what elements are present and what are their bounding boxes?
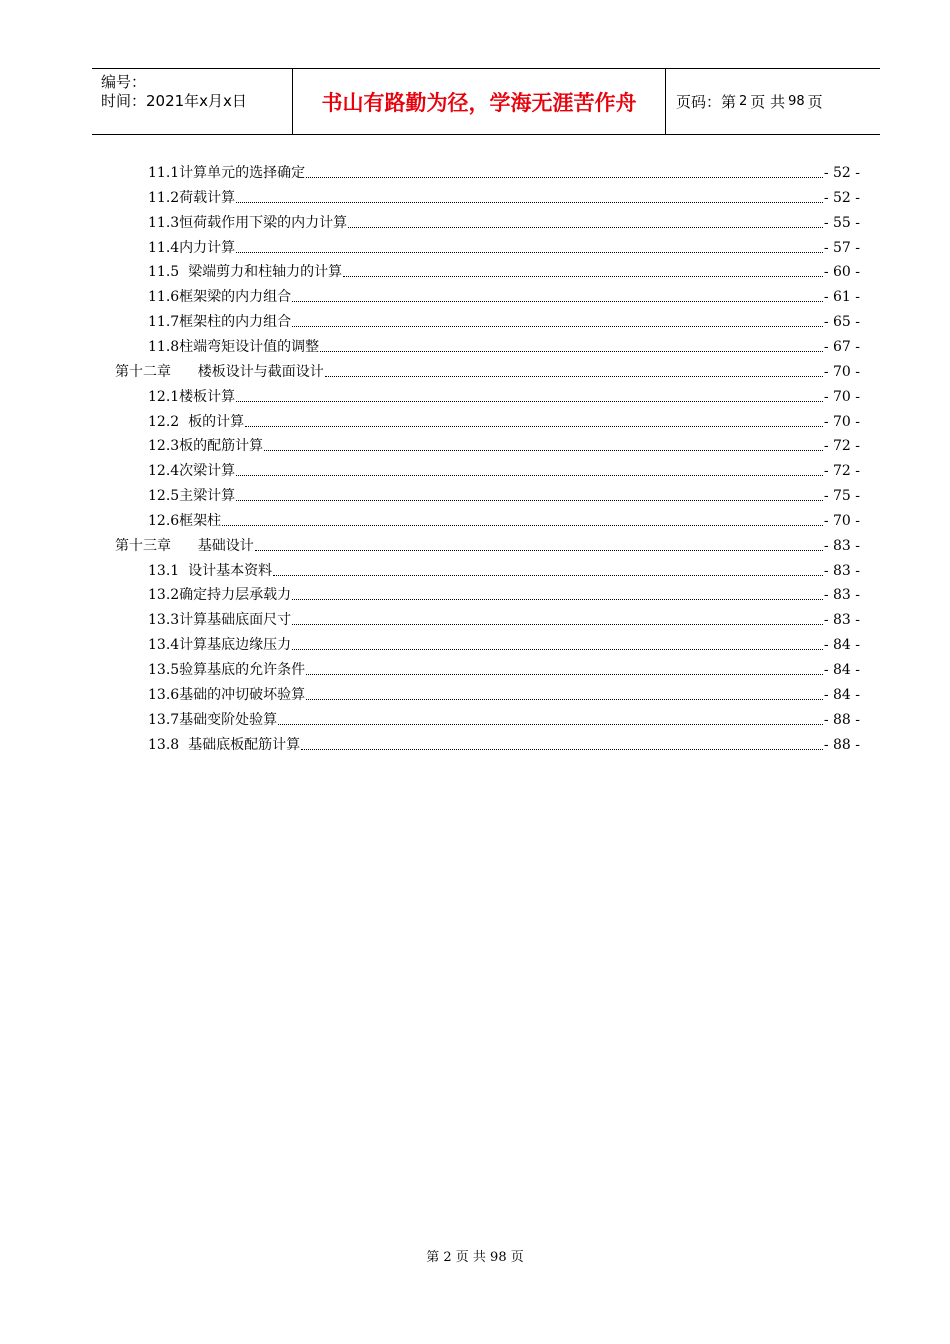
toc-entry-page: - 52 - bbox=[823, 189, 860, 206]
toc-entry-label: 11.8柱端弯矩设计值的调整 bbox=[148, 338, 320, 355]
toc-dot-leader bbox=[222, 524, 823, 526]
toc-entry-page: - 72 - bbox=[823, 463, 860, 480]
toc-entry-label: 第十三章 基础设计 bbox=[115, 537, 254, 554]
page-total: 98 bbox=[788, 94, 805, 109]
toc-dot-leader bbox=[292, 623, 823, 625]
toc-entry-label: 11.7框架柱的内力组合 bbox=[148, 314, 292, 331]
toc-entry-page: - 65 - bbox=[823, 314, 860, 331]
toc-entry[interactable] bbox=[0, 185, 950, 207]
toc-dot-leader bbox=[236, 201, 823, 203]
toc-entry-page: - 57 - bbox=[823, 239, 860, 256]
toc-entry-label: 11.4内力计算 bbox=[148, 239, 236, 256]
toc-entry-page: - 83 - bbox=[823, 587, 860, 604]
page-header bbox=[92, 68, 880, 135]
toc-entry-label: 11.6框架梁的内力组合 bbox=[148, 289, 292, 306]
toc-entry[interactable] bbox=[0, 657, 950, 679]
toc-entry[interactable] bbox=[0, 508, 950, 530]
toc-entry-label: 12.5主梁计算 bbox=[148, 488, 236, 505]
toc-dot-leader bbox=[292, 598, 823, 600]
toc-entry-label: 13.3计算基础底面尺寸 bbox=[148, 612, 292, 629]
toc-entry[interactable] bbox=[0, 334, 950, 356]
toc-entry-page: - 84 - bbox=[823, 637, 860, 654]
toc-entry-page: - 52 - bbox=[823, 165, 860, 181]
time-label: 时间：2021年x月x日 bbox=[101, 92, 247, 110]
toc-entry[interactable] bbox=[0, 607, 950, 629]
toc-entry[interactable] bbox=[0, 483, 950, 505]
header-motto: 书山有路勤为径，学海无涯苦作舟 bbox=[293, 69, 666, 134]
toc-entry-page: - 84 - bbox=[823, 662, 860, 678]
toc-entry-page: - 83 - bbox=[823, 537, 860, 554]
toc-entry-label: 13.4计算基底边缘压力 bbox=[148, 637, 292, 654]
toc-entry-label: 12.2 板的计算 bbox=[148, 413, 245, 430]
toc-entry-label: 13.2确定持力层承载力 bbox=[148, 587, 292, 604]
toc-dot-leader bbox=[343, 275, 823, 277]
toc-entry-page: - 70 - bbox=[823, 413, 860, 430]
toc-entry-page: - 88 - bbox=[823, 736, 860, 753]
toc-entry-label: 12.3板的配筋计算 bbox=[148, 438, 264, 455]
toc-entry[interactable] bbox=[0, 632, 950, 654]
toc-entry[interactable] bbox=[0, 707, 950, 729]
toc-dot-leader bbox=[245, 425, 823, 427]
header-page-info bbox=[666, 69, 880, 134]
toc-entry-label: 12.6框架柱 bbox=[148, 512, 222, 529]
toc-entry[interactable] bbox=[0, 433, 950, 455]
toc-entry[interactable] bbox=[0, 235, 950, 257]
toc-dot-leader bbox=[292, 300, 823, 302]
header-info bbox=[92, 69, 293, 134]
toc-dot-leader bbox=[306, 176, 823, 178]
toc-dot-leader bbox=[236, 400, 823, 402]
toc-entry-label: 11.2荷载计算 bbox=[148, 189, 236, 206]
toc-entry-label: 13.6基础的冲切破坏验算 bbox=[148, 686, 306, 703]
toc-entry-page: - 60 - bbox=[823, 264, 860, 281]
toc-dot-leader bbox=[301, 748, 823, 750]
toc-entry[interactable] bbox=[0, 409, 950, 431]
toc-entry-label: 12.1楼板计算 bbox=[148, 388, 236, 405]
toc-entry-page: - 72 - bbox=[823, 438, 860, 455]
toc-entry-page: - 88 - bbox=[823, 711, 860, 728]
toc-dot-leader bbox=[264, 449, 823, 451]
toc-dot-leader bbox=[292, 648, 823, 650]
toc-entry[interactable] bbox=[0, 682, 950, 704]
toc-entry-label: 12.4次梁计算 bbox=[148, 463, 236, 480]
toc-entry[interactable] bbox=[0, 582, 950, 604]
toc-dot-leader bbox=[306, 698, 823, 700]
toc-dot-leader bbox=[348, 226, 823, 228]
toc-dot-leader bbox=[236, 499, 823, 501]
toc-entry-page: - 70 - bbox=[823, 388, 860, 405]
toc-entry-label: 11.1计算单元的选择确定 bbox=[148, 165, 306, 181]
toc-entry-label: 11.3恒荷载作用下梁的内力计算 bbox=[148, 214, 348, 231]
toc-dot-leader bbox=[306, 673, 823, 675]
toc-entry-page: - 83 - bbox=[823, 612, 860, 629]
toc-entry-label: 13.8 基础底板配筋计算 bbox=[148, 736, 301, 753]
toc-entry[interactable] bbox=[0, 558, 950, 580]
toc-entry[interactable] bbox=[0, 259, 950, 281]
toc-entry-page: - 83 - bbox=[823, 562, 860, 579]
toc-dot-leader bbox=[236, 251, 823, 253]
toc-dot-leader bbox=[278, 723, 823, 725]
toc-entry-label: 13.1 设计基本资料 bbox=[148, 562, 273, 579]
toc-entry-label: 11.5 梁端剪力和柱轴力的计算 bbox=[148, 264, 343, 281]
toc-dot-leader bbox=[273, 574, 823, 576]
toc-entry[interactable] bbox=[0, 309, 950, 331]
number-label: 编号： bbox=[101, 73, 147, 91]
toc-entry-label: 第十二章 楼板设计与截面设计 bbox=[115, 363, 324, 380]
toc-entry[interactable] bbox=[0, 458, 950, 480]
toc-dot-leader bbox=[292, 325, 823, 327]
toc-entry-label: 13.5验算基底的允许条件 bbox=[148, 662, 306, 678]
toc-entry[interactable] bbox=[0, 384, 950, 406]
toc-entry[interactable] bbox=[0, 284, 950, 306]
page-current: 2 bbox=[739, 94, 748, 109]
toc-entry[interactable] bbox=[0, 359, 950, 381]
toc-entry[interactable] bbox=[0, 533, 950, 555]
toc-entry-page: - 75 - bbox=[823, 488, 860, 505]
page-prefix: 页码：第 bbox=[676, 93, 737, 111]
toc-entry-page: - 55 - bbox=[823, 214, 860, 231]
toc-entry-page: - 84 - bbox=[823, 686, 860, 703]
toc-entry-page: - 61 - bbox=[823, 289, 860, 306]
toc-entry[interactable] bbox=[0, 732, 950, 754]
toc-dot-leader bbox=[255, 549, 823, 551]
toc-dot-leader bbox=[320, 350, 823, 352]
toc-entry[interactable] bbox=[0, 210, 950, 232]
toc-entry-page: - 70 - bbox=[823, 363, 860, 380]
toc-entry-label: 13.7基础变阶处验算 bbox=[148, 711, 278, 728]
page-footer: 第 2 页 共 98 页 bbox=[426, 1250, 524, 1265]
toc-entry-page: - 67 - bbox=[823, 338, 860, 355]
toc-entry[interactable] bbox=[0, 160, 950, 182]
page-mid: 页 共 bbox=[750, 93, 786, 111]
toc-entry-page: - 70 - bbox=[823, 512, 860, 529]
toc-dot-leader bbox=[236, 474, 823, 476]
page-suffix: 页 bbox=[807, 93, 823, 111]
toc-dot-leader bbox=[325, 375, 823, 377]
